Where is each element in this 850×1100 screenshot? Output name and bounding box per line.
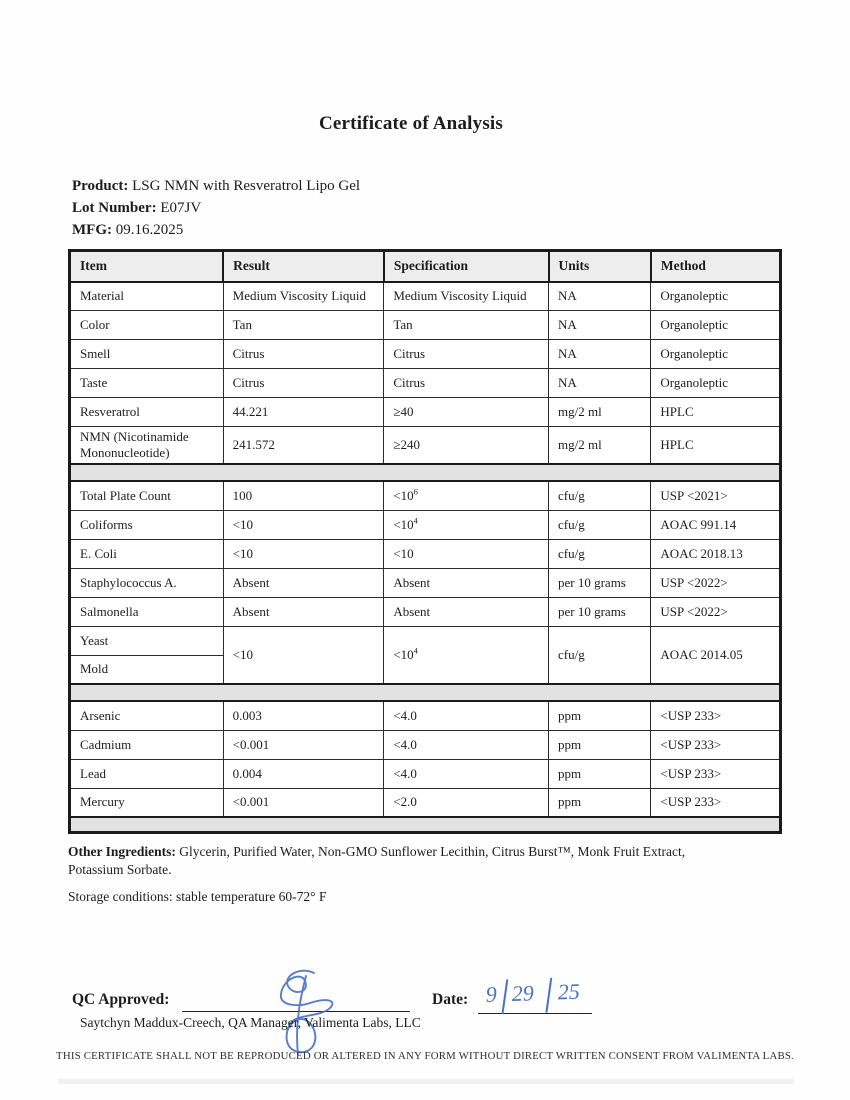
cell-result: 44.221 — [223, 398, 384, 427]
table-row — [70, 340, 781, 369]
cell-result: <10 — [223, 510, 384, 539]
cell-units: NA — [549, 369, 651, 398]
cell-item: Mercury — [70, 788, 224, 817]
cell-units: NA — [549, 311, 651, 340]
footer-disclaimer: THIS CERTIFICATE SHALL NOT BE REPRODUCED OR ALTERED IN ANY FORM WITHOUT DIRECT WRITTEN CONSENT FROM VALIMENTA LABS. — [56, 1050, 794, 1062]
cell-result: Tan — [223, 311, 384, 340]
cell-item: Material — [70, 282, 224, 311]
section-separator — [70, 684, 781, 701]
cell-item: Resveratrol — [70, 398, 224, 427]
col-header-item: Item — [70, 251, 224, 282]
cell-spec: <4.0 — [384, 730, 549, 759]
product-label: Product: — [72, 178, 129, 194]
cell-spec: Citrus — [384, 340, 549, 369]
cell-method: AOAC 2014.05 — [651, 626, 781, 684]
col-header-result: Result — [223, 251, 384, 282]
cell-method: Organoleptic — [651, 369, 781, 398]
cell-method: HPLC — [651, 398, 781, 427]
cell-item: Smell — [70, 340, 224, 369]
date-month: 9 — [485, 981, 498, 1007]
signature-ink — [257, 966, 349, 1058]
cell-result: 0.004 — [223, 759, 384, 788]
cell-result: Citrus — [223, 340, 384, 369]
cell-method: <USP 233> — [651, 759, 781, 788]
cell-units: cfu/g — [549, 510, 651, 539]
cell-spec: Tan — [384, 311, 549, 340]
cell-method: AOAC 2018.13 — [651, 539, 781, 568]
table-row — [70, 701, 781, 730]
section-separator — [70, 464, 781, 481]
cell-spec: Medium Viscosity Liquid — [384, 282, 549, 311]
cell-item: Color — [70, 311, 224, 340]
table-row — [70, 759, 781, 788]
cell-spec: $<10^4$ — [384, 626, 549, 684]
other-ingredients-label: Other Ingredients: — [68, 844, 176, 859]
cell-method: AOAC 991.14 — [651, 510, 781, 539]
cell-units: cfu/g — [549, 539, 651, 568]
cell-item: Arsenic — [70, 701, 224, 730]
other-ingredients-value: Glycerin, Purified Water, Non-GMO Sunflower Lecithin, Citrus Burst™, Monk Fruit Extract, Potassium Sorbate. — [68, 844, 686, 877]
cell-result: <10 — [223, 539, 384, 568]
cell-item: Yeast — [70, 626, 224, 655]
cell-method: Organoleptic — [651, 311, 781, 340]
cell-units: ppm — [549, 701, 651, 730]
cell-units: NA — [549, 340, 651, 369]
cell-units: mg/2 ml — [549, 427, 651, 465]
cell-result: 241.572 — [223, 427, 384, 465]
date-day: 29 — [511, 980, 535, 1007]
cell-spec: $<10^6$ — [384, 481, 549, 510]
lot-value: E07JV — [160, 200, 202, 216]
cell-result: 100 — [223, 481, 384, 510]
table-row-yeast — [70, 626, 781, 655]
cell-units: cfu/g — [549, 626, 651, 684]
table-row — [70, 398, 781, 427]
cell-spec: Citrus — [384, 369, 549, 398]
lot-line — [72, 197, 360, 219]
page-title: Certificate of Analysis — [318, 113, 503, 134]
table-row — [70, 282, 781, 311]
cell-spec: ≥40 — [384, 398, 549, 427]
cell-spec: Absent — [384, 597, 549, 626]
cell-result: <0.001 — [223, 730, 384, 759]
cell-spec: $<10^4$ — [384, 510, 549, 539]
cell-method: USP <2021> — [651, 481, 781, 510]
cell-units: cfu/g — [549, 481, 651, 510]
cell-method: <USP 233> — [651, 701, 781, 730]
cell-item: Mold — [70, 655, 224, 684]
handwritten-date — [485, 978, 596, 1022]
col-header-method: Method — [651, 251, 781, 282]
cell-method: Organoleptic — [651, 340, 781, 369]
cell-units: mg/2 ml — [549, 398, 651, 427]
cell-item: Lead — [70, 759, 224, 788]
signer-attribution: Saytchyn Maddux-Creech, QA Manager, Valimenta Labs, LLC — [80, 1015, 421, 1030]
cell-units: per 10 grams — [549, 568, 651, 597]
table-row — [70, 481, 781, 510]
qc-approved-label: QC Approved: — [72, 991, 170, 1008]
cell-method: USP <2022> — [651, 568, 781, 597]
cell-item: Total Plate Count — [70, 481, 224, 510]
product-value: LSG NMN with Resveratrol Lipo Gel — [132, 178, 361, 194]
cell-units: ppm — [549, 730, 651, 759]
scan-artifact — [58, 1079, 794, 1084]
cell-result: Citrus — [223, 369, 384, 398]
date-label: Date: — [432, 991, 469, 1008]
cell-item: Salmonella — [70, 597, 224, 626]
cell-spec: <2.0 — [384, 788, 549, 817]
cell-result: 0.003 — [223, 701, 384, 730]
product-line — [72, 175, 360, 197]
cell-result: <0.001 — [223, 788, 384, 817]
cell-item: Taste — [70, 369, 224, 398]
table-row — [70, 597, 781, 626]
cell-units: per 10 grams — [549, 597, 651, 626]
cell-units: NA — [549, 282, 651, 311]
cell-item: Cadmium — [70, 730, 224, 759]
cell-result: Absent — [223, 597, 384, 626]
cell-item: Coliforms — [70, 510, 224, 539]
table-header-row — [70, 251, 781, 282]
cell-method: <USP 233> — [651, 788, 781, 817]
cell-item: NMN (Nicotinamide Mononucleotide) — [70, 427, 224, 465]
section-separator — [70, 817, 781, 832]
date-year: 25 — [557, 978, 581, 1005]
table-row — [70, 568, 781, 597]
cell-spec: <4.0 — [384, 759, 549, 788]
table-row — [70, 510, 781, 539]
date-separator-stroke — [501, 979, 508, 1014]
table-row — [70, 427, 781, 465]
cell-method: HPLC — [651, 427, 781, 465]
cell-spec: <4.0 — [384, 701, 549, 730]
cell-method: <USP 233> — [651, 730, 781, 759]
table-row — [70, 788, 781, 817]
table-row — [70, 539, 781, 568]
cell-units: ppm — [549, 759, 651, 788]
table-row — [70, 730, 781, 759]
cell-item: E. Coli — [70, 539, 224, 568]
storage-conditions: Storage conditions: stable temperature 60-72° F — [68, 889, 327, 904]
date-separator-stroke — [545, 978, 552, 1013]
cell-result: Absent — [223, 568, 384, 597]
cell-item: Staphylococcus A. — [70, 568, 224, 597]
cell-units: ppm — [549, 788, 651, 817]
mfg-label: MFG: — [72, 222, 112, 238]
mfg-value: 09.16.2025 — [115, 222, 184, 238]
lot-label: Lot Number: — [72, 200, 157, 216]
analysis-table — [68, 249, 782, 834]
table-row — [70, 369, 781, 398]
cell-method: USP <2022> — [651, 597, 781, 626]
table-row — [70, 311, 781, 340]
other-ingredients — [68, 843, 738, 879]
cell-spec: ≥240 — [384, 427, 549, 465]
mfg-line — [72, 219, 360, 241]
col-header-specification: Specification — [384, 251, 549, 282]
cell-method: Organoleptic — [651, 282, 781, 311]
cell-result: <10 — [223, 626, 384, 684]
cell-spec: Absent — [384, 568, 549, 597]
col-header-units: Units — [549, 251, 651, 282]
cell-result: Medium Viscosity Liquid — [223, 282, 384, 311]
cell-spec: <10 — [384, 539, 549, 568]
product-meta — [72, 175, 360, 241]
